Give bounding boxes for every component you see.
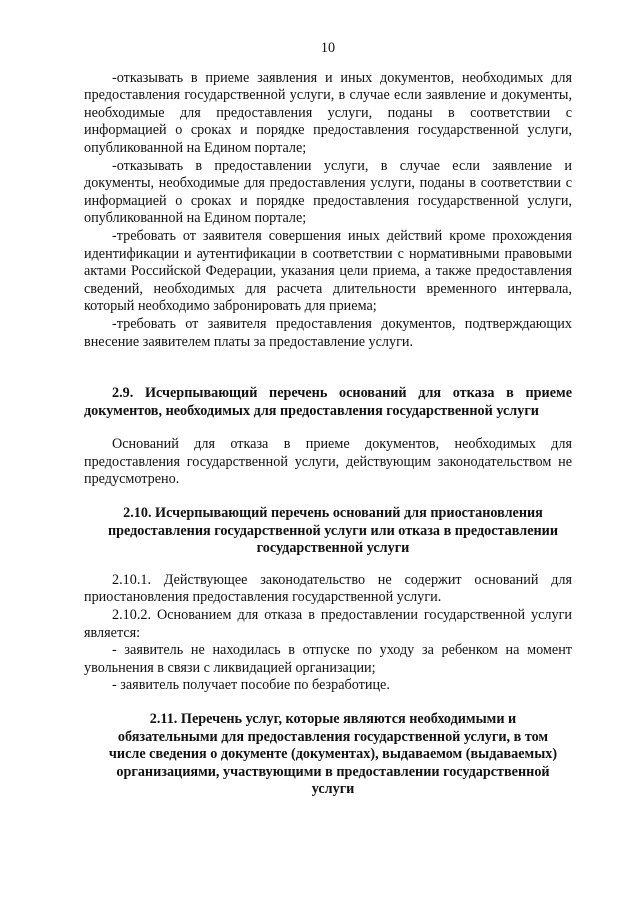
list-item: -отказывать в приеме заявления и иных документов, необходимых для предоставления государственной услуги, в случае если заявление и документы, необходимые для предоставления услуги, поданы в соответствии с информацией о сроках и порядке предоставления государственной услуги, опубликованной на Едином портале;	[84, 69, 572, 156]
section-heading-2-9: 2.9. Исчерпывающий перечень оснований для отказа в приеме документов, необходимых для предоставления государственной услуги	[84, 385, 572, 419]
section-2-9-body: Оснований для отказа в приеме документов, необходимых для предоставления государственной услуги, действующим законодательством не предусмотрено.	[84, 436, 572, 488]
list-item: - заявитель не находилась в отпуске по уходу за ребенком на момент увольнения в связи с ликвидацией организации;	[84, 642, 572, 676]
page-number: 10	[320, 40, 336, 56]
section-heading-2-10: 2.10. Исчерпывающий перечень оснований для приостановления предоставления государственной услуги или отказа в предоставлении государственной услуги	[107, 505, 559, 557]
section-2-10-paragraph-2: 2.10.2. Основанием для отказа в предоставлении государственной услуги является:	[84, 607, 572, 641]
list-item: -отказывать в предоставлении услуги, в случае если заявление и документы, необходимые для предоставления услуги, поданы в соответствии с информацией о сроках и порядке предоставления государственной услуги, опубликованной на Едином портале;	[84, 157, 572, 227]
list-item: - заявитель получает пособие по безработице.	[112, 677, 390, 694]
list-item: -требовать от заявителя совершения иных действий кроме прохождения идентификации и аутентификации в соответствии с нормативными правовыми актами Российской Федерации, указания цели приема, а также предоставления сведений, необходимых для расчета длительности временного интервала, который необходимо забронировать для приема;	[84, 227, 572, 315]
section-heading-2-11: 2.11. Перечень услуг, которые являются необходимыми и обязательными для предоставления государственной услуги, в том числе сведения о документе (документах), выдаваемом (выдаваемых) организациями, участвующими в предоставлении государственной услуги	[108, 711, 558, 798]
section-2-10-paragraph-1: 2.10.1. Действующее законодательство не содержит оснований для приостановления предоставления государственной услуги.	[84, 571, 572, 606]
list-item: -требовать от заявителя предоставления документов, подтверждающих внесение заявителем платы за предоставление услуги.	[84, 315, 572, 350]
